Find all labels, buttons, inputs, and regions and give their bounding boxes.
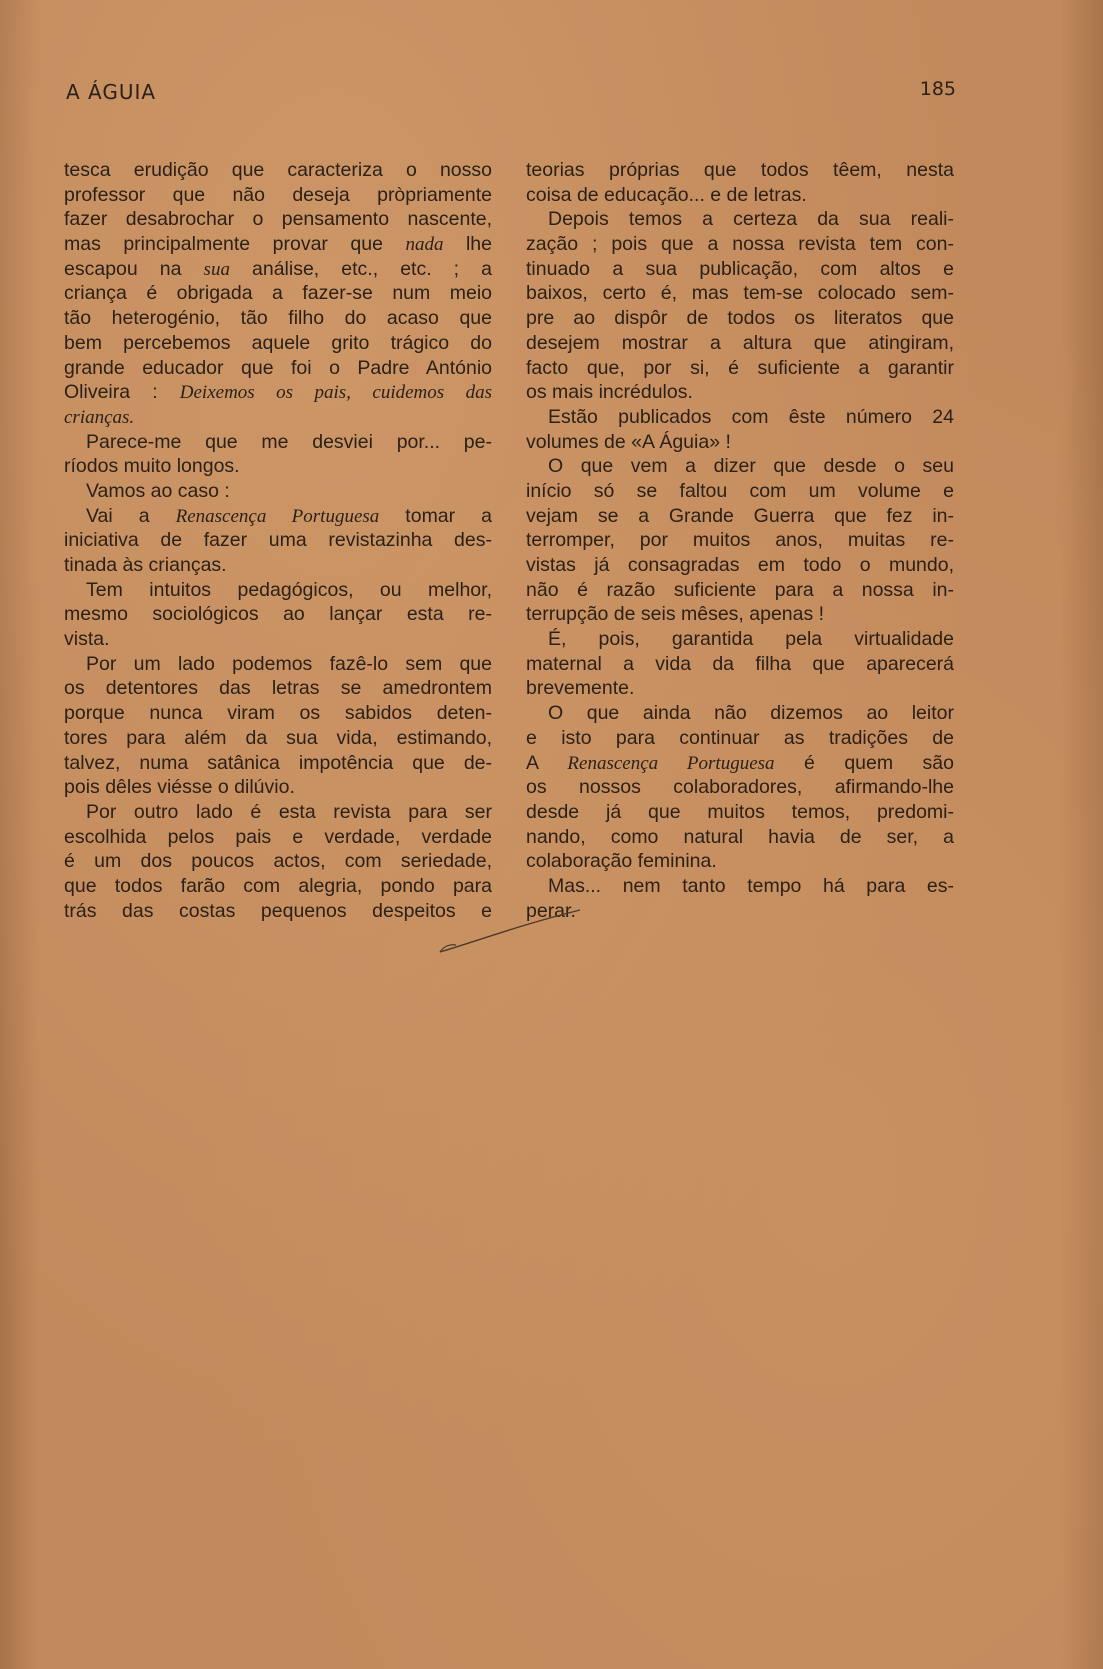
text-line: bem percebemos aquele grito trágico do: [64, 331, 492, 354]
text-line: criança é obrigada a fazer-se num meio: [64, 282, 492, 305]
text-line: [64, 504, 492, 529]
italic-text: Renascença Portuguesa: [567, 752, 775, 774]
text-line: zação ; pois que a nossa revista tem con-: [526, 233, 954, 256]
text-line: coisa de educação... e de letras.: [526, 183, 807, 206]
text-line: Parece-me que me desviei por... pe-: [86, 430, 492, 453]
text-line: desejem mostrar a altura que atingiram,: [526, 331, 954, 354]
italic-text: Renascença Portuguesa: [175, 505, 380, 527]
text-line: terromper, por muitos anos, muitas re-: [526, 529, 954, 552]
text-line: ríodos muito longos.: [64, 455, 240, 478]
text-line: [64, 232, 492, 257]
text-line: professor que não deseja pròpriamente: [64, 183, 492, 206]
text-line: maternal a vida da filha que aparecerá: [526, 652, 954, 675]
closing-flourish-icon: [430, 900, 590, 960]
right-column: [526, 158, 954, 923]
text-line: Por outro lado é esta revista para ser: [86, 800, 492, 823]
italic-text: sua: [203, 258, 230, 280]
text-line: pre ao dispôr de todos os literatos que: [526, 307, 954, 330]
text-line: tesca erudição que caracteriza o nosso: [64, 159, 492, 181]
text-line: O que ainda não dizemos ao leitor: [548, 702, 954, 725]
text-line: terrupção de seis mêses, apenas !: [526, 603, 825, 626]
text-line: vejam se a Grande Guerra que fez in-: [526, 504, 954, 527]
text-line: tores para além da sua vida, estimando,: [64, 726, 492, 749]
text-line: desde já que muitos temos, predomi-: [526, 800, 954, 823]
text-line: vistas já consagradas em todo o mundo,: [526, 554, 954, 576]
text-line: Tem intuitos pedagógicos, ou melhor,: [86, 578, 492, 601]
text-line: tinuado a sua publicação, com altos e: [526, 257, 954, 280]
text-run: é quem são: [774, 751, 954, 774]
text-line: tinada às crianças.: [64, 554, 227, 576]
text-line: iniciativa de fazer uma revistazinha des-: [64, 529, 492, 552]
text-line: Por um lado podemos fazê-lo sem que: [86, 652, 492, 675]
journal-title: A ÁGUIA: [66, 80, 157, 104]
text-line: Vamos ao caso :: [86, 479, 230, 502]
text-line: porque nunca viram os sabidos deten-: [64, 702, 492, 725]
text-line: não é razão suficiente para a nossa in-: [526, 578, 954, 601]
text-line: fazer desabrochar o pensamento nascente,: [64, 208, 492, 231]
text-line: perar.: [526, 899, 576, 922]
text-run: mas principalmente provar que: [64, 233, 406, 256]
text-line: nando, como natural havia de ser, a: [526, 825, 954, 848]
text-run: Vai a: [86, 504, 176, 527]
text-line: [64, 405, 492, 430]
italic-text: crianças.: [64, 406, 135, 428]
text-line: os mais incrédulos.: [526, 381, 693, 404]
text-line: É, pois, garantida pela virtualidade: [548, 628, 954, 651]
running-head: [66, 80, 956, 110]
text-line: grande educador que foi o Padre António: [64, 356, 492, 379]
text-line: escolhida pelos pais e verdade, verdade: [64, 825, 492, 848]
text-line: vista.: [64, 628, 110, 651]
italic-text: Deixemos os pais, cuidemos das: [179, 382, 493, 404]
text-line: facto que, por si, é suficiente a garantir: [526, 356, 954, 379]
text-line: os detentores das letras se amedrontem: [64, 677, 492, 700]
text-line: os nossos colaboradores, afirmando-lhe: [526, 776, 954, 799]
text-line: O que vem a dizer que desde o seu: [548, 455, 954, 478]
text-run: Oliveira :: [64, 381, 180, 404]
page-number: 185: [919, 78, 956, 100]
text-run: tomar a: [379, 504, 493, 527]
text-run: escapou na: [64, 257, 204, 280]
text-line: baixos, certo é, mas tem-se colocado sem-: [526, 282, 954, 305]
text-line: Mas... nem tanto tempo há para es-: [548, 874, 954, 897]
text-line: [526, 751, 954, 776]
text-line: talvez, numa satânica impotência que de-: [64, 751, 492, 774]
text-run: análise, etc., etc. ; a: [229, 257, 492, 280]
text-line: trás das costas pequenos despeitos e: [64, 899, 492, 922]
text-line: volumes de «A Águia» !: [526, 430, 731, 453]
left-column: [64, 158, 492, 923]
italic-text: nada: [405, 234, 444, 256]
text-line: pois dêles viésse o dilúvio.: [64, 776, 295, 799]
text-run: A: [526, 751, 568, 774]
text-line: teorias próprias que todos têem, nesta: [526, 159, 954, 181]
text-run: lhe: [443, 233, 492, 256]
text-line: início só se faltou com um volume e: [526, 479, 954, 502]
text-line: mesmo sociológicos ao lançar esta re-: [64, 603, 492, 626]
text-line: brevemente.: [526, 677, 635, 700]
text-line: é um dos poucos actos, com seriedade,: [64, 850, 492, 873]
text-line: Depois temos a certeza da sua reali-: [548, 208, 954, 231]
text-line: Estão publicados com êste número 24: [548, 405, 954, 428]
text-line: [64, 380, 492, 405]
text-line: que todos farão com alegria, pondo para: [64, 874, 492, 897]
text-line: [64, 257, 492, 282]
text-line: colaboração feminina.: [526, 850, 717, 873]
text-line: tão heterogénio, tão filho do acaso que: [64, 307, 492, 330]
text-line: e isto para continuar as tradições de: [526, 726, 954, 749]
